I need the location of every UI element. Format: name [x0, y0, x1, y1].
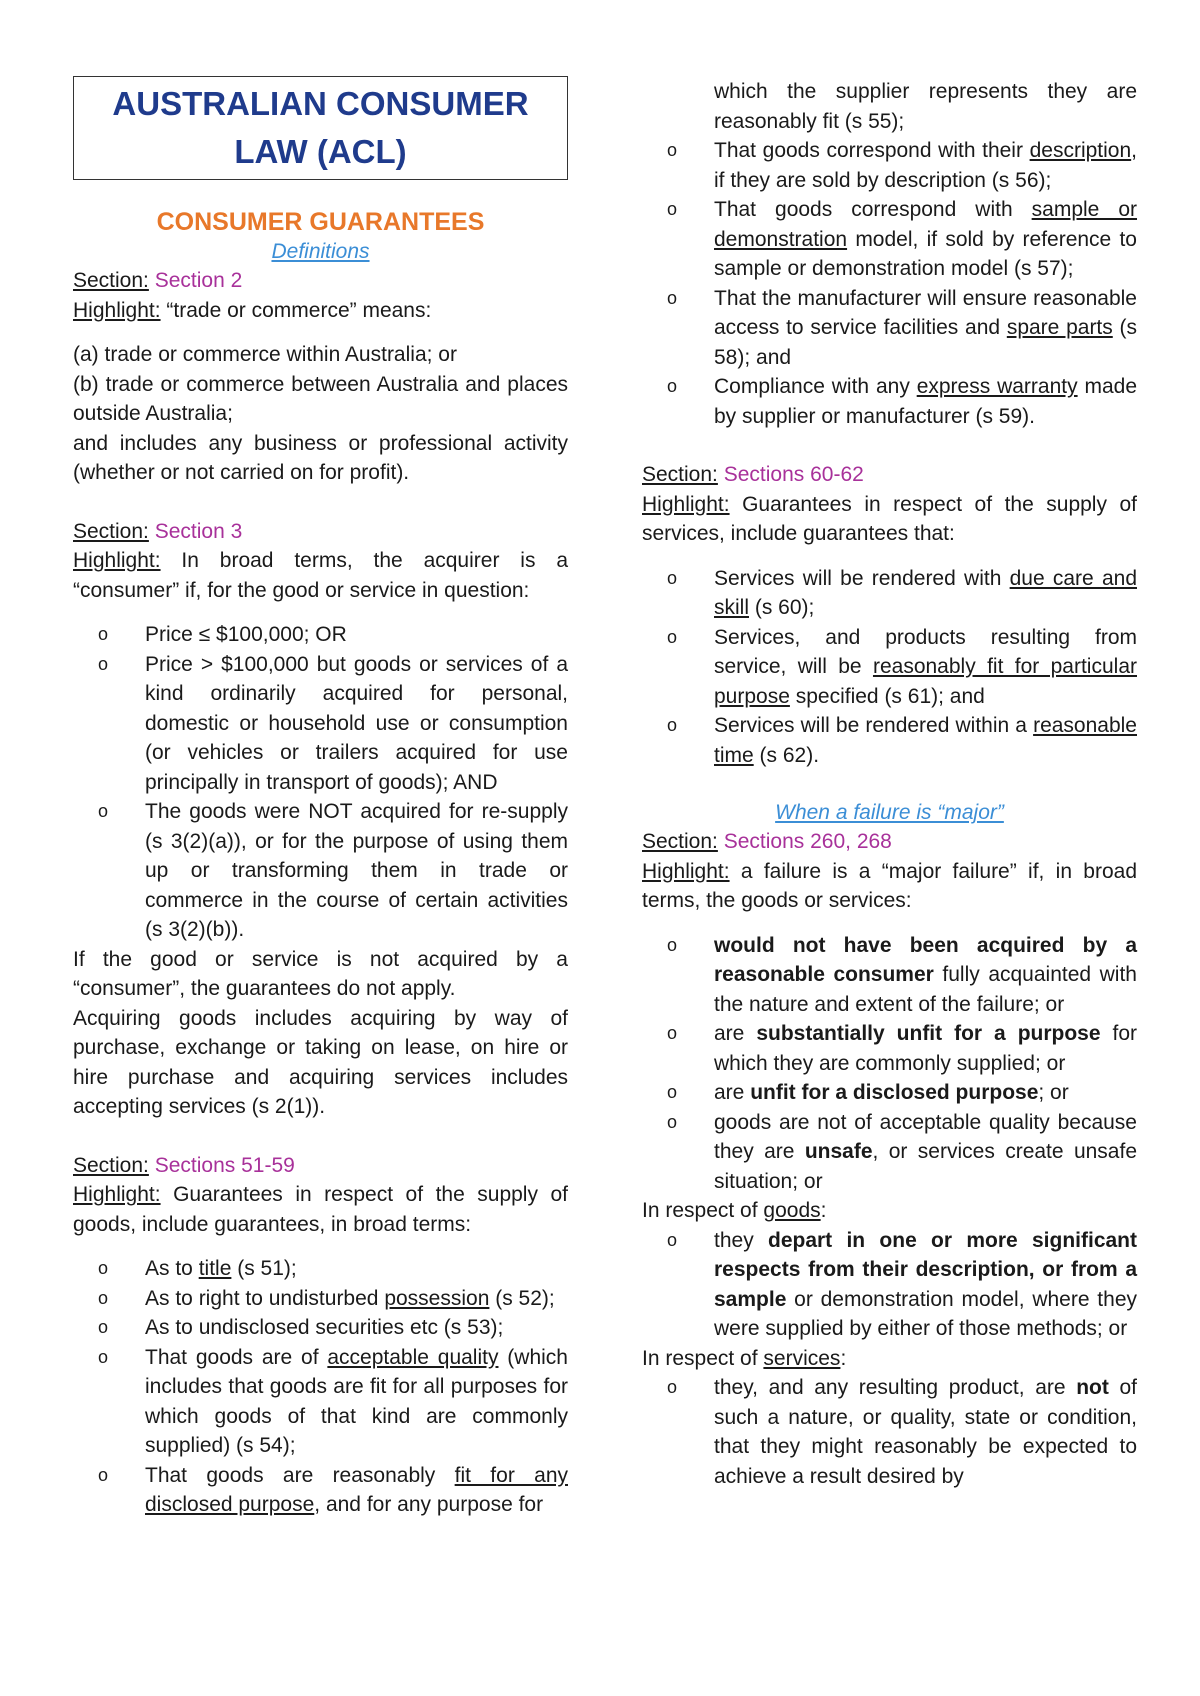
- section-label: Section:: [642, 463, 718, 486]
- bullet-icon: o: [98, 1258, 109, 1278]
- text: That goods are of: [145, 1345, 328, 1369]
- text: ; or: [1038, 1081, 1069, 1104]
- section-value: Sections 60-62: [723, 463, 864, 486]
- text: , or services create unsafe situation; or: [714, 1140, 1138, 1193]
- services-failure-list: [642, 1373, 1137, 1491]
- text: , if they are sold by description (s 56);: [714, 139, 1137, 192]
- underlined-term: services: [763, 1346, 841, 1370]
- text: Services will be rendered within a: [714, 714, 1034, 737]
- list-item: [73, 1461, 568, 1520]
- text: are: [714, 1022, 757, 1045]
- bold-term: depart in one or more significant respects from their description, or from a sample: [714, 1228, 1138, 1311]
- text: are: [714, 1081, 751, 1104]
- bullet-icon: o: [667, 1111, 678, 1132]
- section-heading: CONSUMER GUARANTEES: [156, 208, 485, 236]
- highlight-label: Highlight:: [642, 859, 730, 883]
- list-item-continued: [642, 77, 1137, 136]
- bold-term: unsafe: [804, 1140, 873, 1163]
- highlight-label: Highlight:: [73, 298, 161, 322]
- highlight-line: [73, 296, 568, 326]
- section-line: [73, 517, 568, 547]
- underlined-term: express warranty: [916, 375, 1078, 398]
- highlight-label: Highlight:: [642, 492, 730, 516]
- bold-term: not: [1076, 1376, 1109, 1399]
- goods-guarantees-list-continued: [642, 77, 1137, 431]
- list-item: [642, 372, 1137, 431]
- highlight-text: In broad terms, the acquirer is a “consumer” if, for the good or service in question:: [73, 549, 568, 602]
- definitions-subheading: Definitions: [271, 240, 370, 263]
- underlined-term: acceptable quality: [327, 1345, 499, 1369]
- underlined-term: title: [198, 1257, 232, 1280]
- bullet-icon: o: [98, 1317, 109, 1337]
- underlined-term: due care and skill: [714, 566, 1137, 619]
- text: specified (s 61); and: [789, 684, 985, 708]
- bullet-icon: o: [667, 1229, 678, 1250]
- bold-term: substantially unfit for a purpose: [756, 1022, 1101, 1045]
- services-guarantees-list: [642, 564, 1137, 771]
- text: That goods are reasonably: [145, 1463, 455, 1487]
- bullet-icon: o: [667, 287, 678, 308]
- paragraph: (b) trade or commerce between Australia and places outside Australia;: [73, 372, 568, 425]
- paragraph: and includes any business or professional activity (whether or not carried on for profit).: [73, 431, 568, 484]
- bullet-icon: o: [667, 934, 678, 955]
- bullet-icon: o: [667, 376, 678, 396]
- bullet-icon: o: [667, 715, 678, 735]
- paragraph: [642, 1196, 1137, 1226]
- text: Services, and products resulting from service, will be: [714, 625, 1137, 678]
- title-line-2: LAW (ACL): [234, 133, 407, 170]
- text: Compliance with any: [714, 375, 917, 398]
- underlined-term: sample or demonstration: [714, 198, 1138, 251]
- paragraph: Acquiring goods includes acquiring by way of purchase, exchange or taking on lease, on hire or hire purchase and acquiring services includes accepting services (s 2(1)).: [73, 1006, 568, 1118]
- highlight-label: Highlight:: [73, 1183, 161, 1206]
- bullet-icon: o: [667, 567, 678, 588]
- underlined-term: spare parts: [1006, 316, 1113, 339]
- text: In respect of: [642, 1346, 764, 1370]
- list-item: [642, 564, 1137, 623]
- underlined-term: description: [1029, 139, 1132, 162]
- text: they, and any resulting product, are: [714, 1376, 1077, 1399]
- section-value: Sections 260, 268: [723, 830, 892, 853]
- section-label: Section:: [73, 1153, 149, 1177]
- title-box: [73, 76, 568, 180]
- text: (s 58); and: [714, 316, 1137, 369]
- bold-term: unfit for a disclosed purpose: [750, 1081, 1039, 1104]
- underlined-term: reasonably fit for particular purpose: [714, 655, 1137, 708]
- list-item-text: Price > $100,000 but goods or services of a kind ordinarily acquired for personal, domestic or household use or consumption (or vehicles or trailers acquired for use principally in transport of goods); AND: [145, 652, 568, 794]
- bullet-icon: o: [98, 1464, 109, 1485]
- bullet-icon: o: [667, 1023, 678, 1043]
- text: :: [840, 1346, 847, 1370]
- highlight-line: [73, 546, 568, 605]
- list-item: [642, 623, 1137, 712]
- underlined-term: goods: [763, 1199, 821, 1222]
- major-failure-list: [642, 931, 1137, 1197]
- list-item-text: Price ≤ $100,000; OR: [145, 623, 347, 646]
- section-label: Section:: [73, 269, 149, 292]
- text: made by supplier or manufacturer (s 59).: [714, 375, 1138, 428]
- list-item: [642, 1373, 1137, 1491]
- text: Services will be rendered with: [714, 566, 1010, 590]
- bullet-icon: o: [98, 624, 109, 644]
- text: That goods correspond with their: [714, 139, 1030, 162]
- section-value: Section 3: [154, 519, 243, 543]
- section-label: Section:: [73, 519, 149, 543]
- text: (which includes that goods are fit for all purposes for which goods of that kind are commonly supplied) (s 54);: [145, 1345, 568, 1457]
- section-line: [642, 827, 1137, 857]
- text: (s 52);: [489, 1286, 555, 1310]
- text: :: [820, 1199, 827, 1222]
- list-item: [73, 1254, 568, 1284]
- goods-failure-list: [642, 1226, 1137, 1344]
- underlined-term: reasonable time: [714, 714, 1137, 767]
- text: they: [714, 1228, 768, 1252]
- paragraph: If the good or service is not acquired by a “consumer”, the guarantees do not apply.: [73, 947, 568, 1000]
- list-item: [642, 1108, 1137, 1197]
- text: In respect of: [642, 1199, 764, 1222]
- bullet-icon: o: [98, 1287, 109, 1308]
- bullet-icon: o: [98, 801, 109, 821]
- text: (s 62).: [753, 743, 820, 767]
- paragraph: [642, 1344, 1137, 1374]
- text: of such a nature, or quality, state or condition, that they might reasonably be expected to achieve a result desired by: [714, 1376, 1137, 1488]
- text: That goods correspond with: [714, 198, 1032, 221]
- list-item: [642, 1019, 1137, 1078]
- text: (s 60);: [749, 596, 815, 619]
- highlight-text: a failure is a “major failure” if, in broad terms, the goods or services:: [642, 859, 1137, 912]
- section-line: [73, 1151, 568, 1181]
- bullet-icon: o: [98, 653, 109, 674]
- text: As to undisclosed securities etc (s 53);: [145, 1316, 504, 1339]
- list-item: [73, 1343, 568, 1461]
- list-item: [73, 1284, 568, 1314]
- bold-term: would not have been acquired by a reasonable consumer: [714, 933, 1137, 986]
- bullet-icon: o: [667, 1082, 678, 1102]
- list-item: [73, 650, 568, 798]
- list-item-text: The goods were NOT acquired for re-supply (s 3(2)(a)), or for the purpose of using them up or transforming them in trade or commerce in the course of certain activities (s 3(2)(b)).: [145, 800, 568, 941]
- list-item: [642, 284, 1137, 373]
- section-line: [642, 460, 1137, 490]
- bullet-icon: o: [667, 1377, 678, 1397]
- left-column: [73, 0, 568, 1520]
- list-item: [642, 195, 1137, 284]
- bullet-icon: o: [667, 199, 678, 219]
- highlight-text: “trade or commerce” means:: [166, 298, 432, 322]
- highlight-text: Guarantees in respect of the supply of services, include guarantees that:: [642, 492, 1137, 545]
- section-value: Sections 51-59: [154, 1153, 295, 1177]
- paragraph: (a) trade or commerce within Australia; or: [73, 343, 457, 366]
- text: As to: [145, 1257, 199, 1280]
- highlight-line: [73, 1180, 568, 1239]
- text: , and for any purpose for: [314, 1493, 544, 1516]
- underlined-term: possession: [384, 1286, 490, 1310]
- consumer-criteria-list: [73, 620, 568, 945]
- text: As to right to undisturbed: [145, 1286, 385, 1310]
- list-item: [73, 797, 568, 945]
- highlight-line: [642, 490, 1137, 549]
- text: That the manufacturer will ensure reasonable access to service facilities and: [714, 286, 1137, 339]
- bullet-icon: o: [667, 140, 678, 160]
- list-item: [642, 931, 1137, 1020]
- text: model, if sold by reference to sample or demonstration model (s 57);: [714, 227, 1137, 280]
- text: or demonstration model, where they were supplied by either of those methods; or: [714, 1287, 1137, 1340]
- text: for which they are commonly supplied; or: [714, 1022, 1138, 1075]
- highlight-label: Highlight:: [73, 549, 161, 572]
- list-item: [642, 1226, 1137, 1344]
- bullet-icon: o: [667, 626, 678, 647]
- underlined-term: fit for any disclosed purpose: [145, 1463, 568, 1516]
- bullet-icon: o: [98, 1346, 109, 1367]
- section-line: [73, 266, 568, 296]
- list-item: [642, 136, 1137, 195]
- section-label: Section:: [642, 830, 718, 853]
- text: fully acquainted with the nature and extent of the failure; or: [714, 963, 1137, 1016]
- highlight-line: [642, 857, 1137, 916]
- goods-guarantees-list: [73, 1254, 568, 1520]
- text: goods are not of acceptable quality because they are: [714, 1110, 1137, 1163]
- right-column: [642, 77, 1137, 1491]
- text: which the supplier represents they are reasonably fit (s 55);: [714, 80, 1137, 133]
- list-item: [642, 711, 1137, 770]
- text: (s 51);: [231, 1257, 297, 1280]
- title-line-1: AUSTRALIAN CONSUMER: [112, 85, 529, 122]
- list-item: [73, 1313, 568, 1343]
- highlight-text: Guarantees in respect of the supply of goods, include guarantees, in broad terms:: [73, 1183, 568, 1236]
- major-failure-subheading: When a failure is “major”: [775, 801, 1004, 824]
- list-item: [73, 620, 568, 650]
- list-item: [642, 1078, 1137, 1108]
- section-value: Section 2: [154, 269, 243, 292]
